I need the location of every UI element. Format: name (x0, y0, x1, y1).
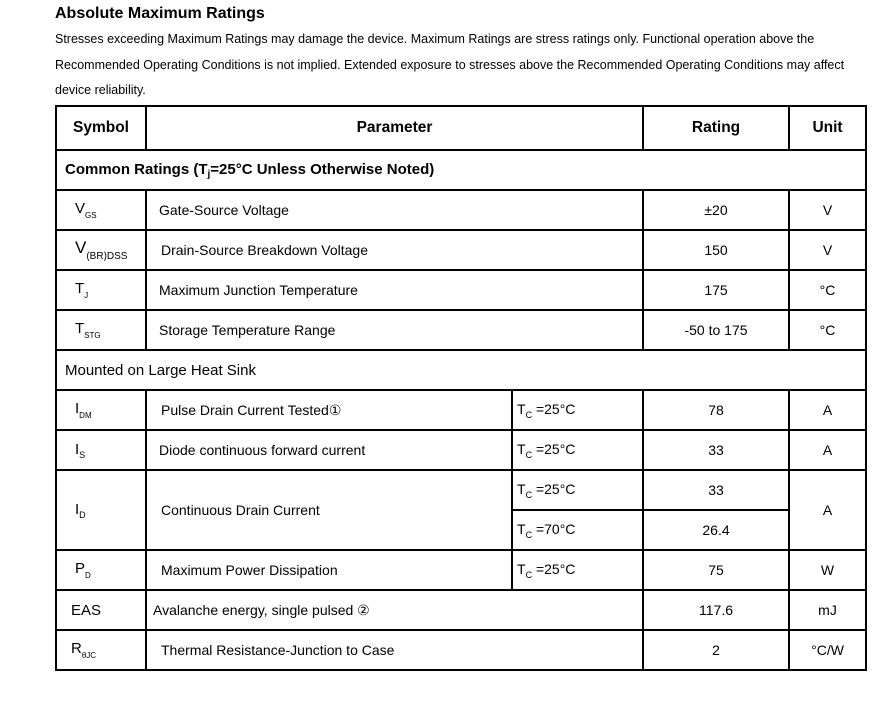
table-row (56, 630, 866, 670)
symbol-cell (56, 550, 146, 590)
section-common-post: =25°C Unless Otherwise Noted) (210, 160, 435, 178)
section-heatsink: Mounted on Large Heat Sink (56, 350, 866, 390)
table-row (56, 390, 866, 430)
condition-sub: C (525, 489, 533, 500)
rating-cell: 2 (643, 630, 789, 670)
condition-rest: =25°C (532, 560, 576, 577)
table-row (56, 470, 866, 510)
symbol-cell (56, 190, 146, 230)
condition-sub: C (525, 409, 533, 420)
symbol-main: I (75, 440, 80, 458)
unit-cell: A (789, 390, 866, 430)
condition-cell (512, 390, 643, 430)
section-row-heatsink (56, 350, 866, 390)
symbol-sub: D (85, 571, 91, 580)
section-common-sub: j (207, 168, 211, 180)
unit-cell: °C (789, 270, 866, 310)
header-symbol: Symbol (56, 106, 146, 150)
symbol-main: T (75, 280, 85, 297)
unit-cell: V (789, 190, 866, 230)
symbol-main: I (75, 400, 80, 417)
rating-cell: 175 (643, 270, 789, 310)
unit-cell: °C (789, 310, 866, 350)
rating-cell: 75 (643, 550, 789, 590)
rating-cell: -50 to 175 (643, 310, 789, 350)
rating-cell: ±20 (643, 190, 789, 230)
section-heading: Absolute Maximum Ratings (55, 5, 265, 22)
symbol-sub: S (79, 449, 86, 460)
condition-sub: C (525, 529, 533, 540)
header-parameter: Parameter (146, 106, 643, 150)
condition-cell (512, 510, 643, 550)
symbol-cell (56, 470, 146, 550)
header-unit: Unit (789, 106, 866, 150)
condition-rest: =25°C (532, 400, 576, 417)
table-row (56, 310, 866, 350)
symbol-sub: θJC (81, 651, 97, 660)
condition-cell (512, 430, 643, 470)
parameter-cell: Pulse Drain Current Tested① (146, 390, 512, 430)
condition-rest: =25°C (532, 480, 576, 497)
unit-cell: °C/W (789, 630, 866, 670)
table-row (56, 190, 866, 230)
symbol-cell (56, 590, 146, 630)
unit-cell: W (789, 550, 866, 590)
table-row (56, 230, 866, 270)
unit-cell: mJ (789, 590, 866, 630)
parameter-cell: Thermal Resistance-Junction to Case (146, 630, 643, 670)
symbol-main: P (75, 560, 86, 577)
condition-rest: =70°C (532, 520, 576, 537)
condition-main: T (517, 520, 526, 537)
unit-cell: A (789, 430, 866, 470)
symbol-main: EAS (71, 601, 102, 619)
symbol-main: R (71, 640, 82, 657)
condition-sub: C (525, 569, 533, 580)
rating-cell: 78 (643, 390, 789, 430)
header-rating: Rating (643, 106, 789, 150)
condition-main: T (517, 440, 526, 457)
parameter-cell: Continuous Drain Current (146, 470, 512, 550)
symbol-cell (56, 430, 146, 470)
section-row-common (56, 150, 866, 190)
symbol-sub: D (79, 509, 86, 520)
symbol-cell (56, 310, 146, 350)
symbol-sub: DM (79, 411, 92, 420)
rating-cell: 33 (643, 470, 789, 510)
parameter-cell: Storage Temperature Range (146, 310, 643, 350)
rating-cell: 150 (643, 230, 789, 270)
table-row (56, 270, 866, 310)
symbol-cell (56, 390, 146, 430)
intro-line: Stresses exceeding Maximum Ratings may damage the device. Maximum Ratings are stress ratings only. Functional operation above the (55, 32, 815, 46)
parameter-cell: Maximum Power Dissipation (146, 550, 512, 590)
section-common-ratings (56, 150, 866, 190)
parameter-cell: Drain-Source Breakdown Voltage (146, 230, 643, 270)
intro-line: Recommended Operating Conditions is not implied. Extended exposure to stresses above the Recommended Operating Conditions may affect (55, 57, 845, 72)
rating-cell: 26.4 (643, 510, 789, 550)
unit-cell: V (789, 230, 866, 270)
condition-cell (512, 550, 643, 590)
symbol-cell (56, 630, 146, 670)
ratings-table (55, 105, 867, 671)
parameter-cell: Diode continuous forward current (146, 430, 512, 470)
unit-cell: A (789, 470, 866, 550)
symbol-sub: GS (85, 211, 97, 220)
parameter-cell: Avalanche energy, single pulsed ② (146, 590, 643, 630)
parameter-cell: Maximum Junction Temperature (146, 270, 643, 310)
condition-cell (512, 470, 643, 510)
intro-paragraph (55, 27, 891, 104)
symbol-cell (56, 230, 146, 270)
rating-cell: 33 (643, 430, 789, 470)
table-row (56, 430, 866, 470)
table-row (56, 550, 866, 590)
intro-line: device reliability. (55, 83, 146, 97)
parameter-cell: Gate-Source Voltage (146, 190, 643, 230)
table-header-row (56, 106, 866, 150)
symbol-main: V (75, 238, 87, 257)
symbol-sub: J (84, 291, 89, 300)
rating-cell: 117.6 (643, 590, 789, 630)
symbol-sub: (BR)DSS (86, 251, 128, 262)
symbol-cell (56, 270, 146, 310)
symbol-main: I (75, 500, 80, 518)
condition-main: T (517, 560, 526, 577)
symbol-sub: STG (84, 331, 101, 340)
table-row (56, 590, 866, 630)
symbol-main: V (75, 200, 86, 217)
condition-main: T (517, 480, 526, 497)
condition-rest: =25°C (532, 440, 576, 457)
condition-main: T (517, 400, 526, 417)
condition-sub: C (525, 449, 533, 460)
section-common-pre: Common Ratings (T (65, 160, 208, 178)
symbol-main: T (75, 320, 85, 337)
